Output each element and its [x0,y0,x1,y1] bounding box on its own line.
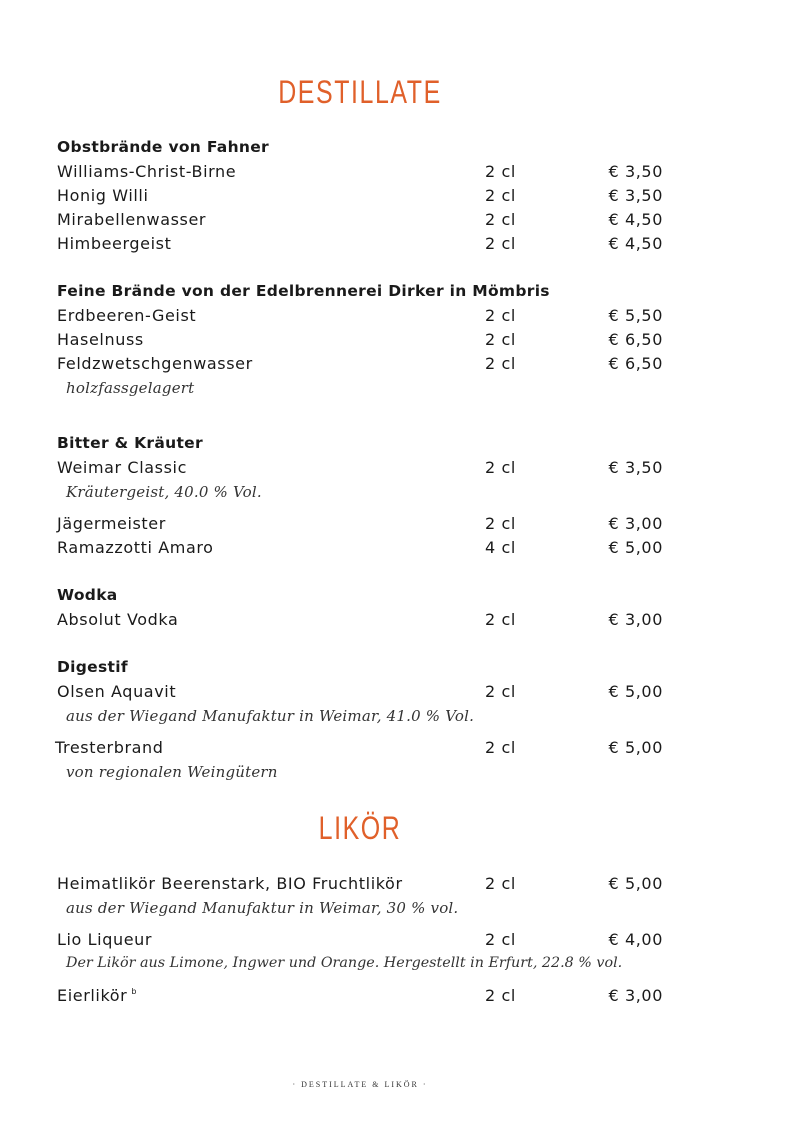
category-title: Feine Brände von der Edelbrennerei Dirker in Mömbris [57,282,550,300]
item-name: Weimar Classic [57,458,187,477]
item-price: € 6,50 [608,330,663,349]
item-price: € 3,00 [608,986,663,1005]
item-name: Olsen Aquavit [57,682,177,701]
menu-item [57,234,667,258]
item-name: Williams-Christ-Birne [57,162,237,181]
category-title: Digestif [57,658,128,676]
menu-item [57,210,667,234]
item-name: Haselnuss [57,330,144,349]
menu-item [57,458,667,482]
item-name: Honig Willi [57,186,149,205]
section-title-destillate: DESTILLATE [278,74,442,110]
item-name: Lio Liqueur [57,930,153,949]
item-quantity: 2 cl [485,186,516,205]
item-quantity: 2 cl [485,930,516,949]
item-price: € 3,00 [608,610,663,629]
item-price: € 6,50 [608,354,663,373]
menu-item [57,986,667,1010]
section-title-likoer: LIKÖR [318,810,402,846]
item-quantity: 4 cl [485,538,516,557]
menu-item [57,330,667,354]
item-name: Erdbeeren-Geist [57,306,197,325]
item-name: Eierlikör [57,986,128,1005]
menu-item [57,514,667,538]
page-footer: · DESTILLATE & LIKÖR · [292,1080,428,1089]
item-quantity: 2 cl [485,610,516,629]
allergen-mark: b [131,987,138,996]
item-quantity: 2 cl [485,514,516,533]
category-title: Wodka [57,586,118,604]
item-quantity: 2 cl [485,458,516,477]
item-name: Feldzwetschgenwasser [57,354,253,373]
item-quantity: 2 cl [485,354,516,373]
item-price: € 5,50 [608,306,663,325]
menu-item [57,186,667,210]
item-quantity: 2 cl [485,986,516,1005]
menu-item [57,538,667,562]
menu-item [55,738,665,762]
item-name: Ramazzotti Amaro [57,538,214,557]
item-price: € 3,50 [608,458,663,477]
item-name: Mirabellenwasser [57,210,207,229]
item-quantity: 2 cl [485,306,516,325]
item-price: € 4,50 [608,210,663,229]
item-price: € 5,00 [608,538,663,557]
menu-item [57,306,667,330]
item-name-with-mark [57,986,137,1005]
menu-item [57,682,667,706]
menu-item [57,930,667,954]
item-price: € 3,00 [608,514,663,533]
item-name: Absolut Vodka [57,610,179,629]
item-price: € 4,00 [608,930,663,949]
item-note: Der Likör aus Limone, Ingwer und Orange. Hergestellt in Erfurt, 22.8 % vol. [66,955,623,971]
item-quantity: 2 cl [485,682,516,701]
item-quantity: 2 cl [485,738,516,757]
menu-item [57,354,667,378]
category-title: Bitter & Kräuter [57,434,203,452]
item-name: Heimatlikör Beerenstark, BIO Fruchtlikör [57,874,403,893]
menu-item [57,874,667,898]
item-note: Kräutergeist, 40.0 % Vol. [66,483,262,501]
item-quantity: 2 cl [485,210,516,229]
item-quantity: 2 cl [485,874,516,893]
item-price: € 5,00 [608,738,663,757]
item-quantity: 2 cl [485,234,516,253]
item-note: aus der Wiegand Manufaktur in Weimar, 30 % vol. [66,899,459,917]
item-quantity: 2 cl [485,162,516,181]
item-price: € 3,50 [608,186,663,205]
menu-item [57,610,667,634]
item-price: € 4,50 [608,234,663,253]
category-title: Obstbrände von Fahner [57,138,269,156]
item-name: Himbeergeist [57,234,172,253]
item-note: von regionalen Weingütern [66,763,278,781]
menu-item [57,162,667,186]
item-name: Tresterbrand [55,738,164,757]
item-note: holzfassgelagert [66,379,195,397]
item-price: € 5,00 [608,682,663,701]
item-name: Jägermeister [57,514,166,533]
item-note: aus der Wiegand Manufaktur in Weimar, 41.0 % Vol. [66,707,475,725]
item-quantity: 2 cl [485,330,516,349]
item-price: € 3,50 [608,162,663,181]
item-price: € 5,00 [608,874,663,893]
